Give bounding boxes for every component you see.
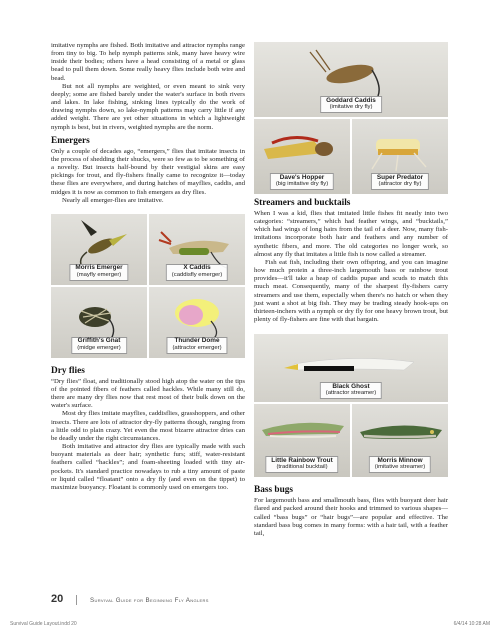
body-paragraph: Most dry flies imitate mayflies, caddisflies, grasshoppers, and other insects. There are lots of attractor dry-fly patterns though, ranging from a little odd to plain crazy. Yet even the most bizarre attractor dries can be deadly under the right circumstances. — [51, 410, 245, 442]
caption-morris-minnow: Morris Minnow (imitative streamer) — [369, 456, 431, 473]
running-title: Survival Guide for Beginning Fly Anglers — [90, 597, 209, 604]
right-column — [254, 42, 448, 538]
photo-super-predator — [352, 119, 448, 194]
section-heading-dry-flies: Dry flies — [51, 365, 85, 376]
footer-divider — [76, 595, 77, 605]
body-paragraph: Both imitative and attractor dry flies are typically made with such buoyant materials as deer hair; synthetic furs; stiff, water-resistant feathers called “hackles”; and foam-sheeting loaded with tiny air-pockets. It's standard practice nowadays to rub a tiny amount of paste or liquid called “floatant” onto a dry fly (and even on the tippet) to maximize buoyancy. Floatant is commonly used on emergers too. — [51, 443, 245, 491]
body-paragraph: When I was a kid, flies that imitated little fishes fit neatly into two categories: “streamers,” which had feather wings, and “bucktails,” which had wings of long hairs from the tail of a deer. Now, many fish-imitations incorporate both hair and feathers and any number of synthetic fibers, and more. The old categories no longer work, so almost any fly that imitates a little fish is now called a streamer. — [254, 210, 448, 258]
caption-super-predator: Super Predator (attractor dry fly) — [371, 173, 429, 190]
body-paragraph: “Dry flies” float, and traditionally stood high atop the water on the tips of the pointed fibers of feathers called hackles. While many still do, there are many dry flies now that rest most of their bulk down on the water's surface. — [51, 377, 245, 410]
dry-fly-photo-block — [254, 42, 448, 194]
caption-griffiths-gnat: Griffith's Gnat (midge emerger) — [71, 337, 127, 354]
caption-black-ghost: Black Ghost (attractor streamer) — [320, 382, 382, 399]
section-heading-bass-bugs: Bass bugs — [254, 485, 294, 496]
left-column — [51, 42, 245, 492]
photo-little-rainbow-trout — [254, 404, 350, 477]
body-paragraph: Nearly all emerger-flies are imitative. — [62, 196, 164, 204]
photo-daves-hopper — [254, 119, 350, 194]
photo-goddard-caddis — [254, 42, 448, 117]
caption-little-rainbow-trout: Little Rainbow Trout (traditional bucktail) — [265, 456, 338, 473]
caption-daves-hopper: Dave's Hopper (big imitative dry fly) — [270, 173, 334, 190]
section-heading-streamers: Streamers and bucktails — [254, 198, 351, 208]
body-paragraph: But not all nymphs are weighted, or even meant to sink very deeply; some are fished barely under the water's surface in both rivers and lakes. In lake fishing, sinking lines typically do the work of drawing nymphs down, so lake-nymph patterns may carry little if any added weight. There are yet other situations in which a lightweight nymph is best, but in rivers, weighted nymphs are the norm. — [51, 82, 245, 131]
photo-thunder-dome — [149, 287, 245, 358]
body-paragraph: Fish eat fish, including their own offspring, and you can imagine how much protein a three-inch largemouth bass or rainbow trout provides—it'll take a heap of caddis pupae and scuds to match this much meat. Consequently, many of the sharpest fly-fishers carry streamers and use them, especially when there's no hatch or when they just want a shot at big fish. They may be trading steady hook-ups on thirteen-inchers with a nymph or dry fly for one heavy brown trout, but plenty of fly-fishers are fine with that bargain. — [254, 258, 448, 324]
section-heading-emergers: Emergers — [51, 135, 90, 146]
photo-x-caddis — [149, 214, 245, 285]
photo-morris-emerger — [51, 214, 147, 285]
page-number: 20 — [51, 593, 64, 605]
print-slug-timestamp: 6/4/14 10:28 AM — [453, 621, 490, 627]
body-paragraph: imitative nymphs are fished. Both imitative and attractor nymphs range from tiny to big. To help nymph patterns sink, many have heavy wire inside their bodies; others have a head consisting of a metal or glass bead to pull them down. Some really heavy flies include both wire and bead. — [51, 42, 245, 82]
caption-thunder-dome: Thunder Dome (attractor emerger) — [166, 337, 227, 354]
photo-morris-minnow — [352, 404, 448, 477]
caption-morris-emerger: Morris Emerger (mayfly emerger) — [69, 264, 128, 281]
streamer-photo-block — [254, 334, 448, 477]
print-slug-filename: Survival Guide Layout.indd 20 — [10, 621, 77, 627]
body-paragraph: Only a couple of decades ago, “emergers,” flies that imitate insects in the process of shedding their shucks, were so few as to be something of a novelty. But insects half-bound by their vestigial skins are easy pickings for trout, and fly-fishers finally came to recognize it—today these flies are everywhere, and during hatches of mayflies, caddis, and midges it is now as common to fish emergers as dry flies. — [51, 147, 245, 196]
body-paragraph: For largemouth bass and smallmouth bass, flies with buoyant deer hair flared and packed around their hooks and trimmed to various shapes—called “bass bugs” or “hair bugs”—are popular and effective. The standard bass bug comes in many forms: with a hair tail, with a feather tail, — [254, 497, 448, 537]
photo-griffiths-gnat — [51, 287, 147, 358]
caption-goddard-caddis: Goddard Caddis (imitative dry fly) — [320, 96, 382, 113]
emerger-photo-grid — [51, 214, 245, 358]
caption-x-caddis: X Caddis (caddisfly emerger) — [166, 264, 228, 281]
photo-black-ghost — [254, 334, 448, 402]
